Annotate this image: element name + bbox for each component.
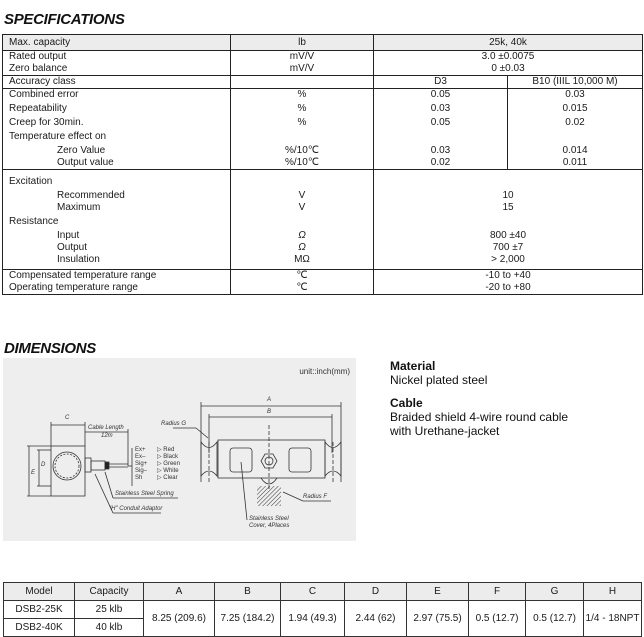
label-e: E [31,470,36,476]
unit [231,76,374,89]
dimensions-header-row [4,583,642,601]
creep-d3: 0.05 [430,117,451,128]
label-cover-line1: Stainless Steel [249,516,289,522]
combined-error-unit: % [297,89,307,100]
combined-error-label: Combined error [9,89,79,100]
repeatability-unit: % [297,103,307,114]
header-b: B [215,583,281,601]
wire-row: Ex– ▷ Black [135,454,178,460]
wire-color: Black [163,454,178,460]
dim-g: 0.5 (12.7) [526,601,584,637]
wire-row: Sig– ▷ White [135,468,179,474]
operating-temp-unit: ℃ [296,282,308,293]
rated-output-unit: mV/V [289,51,315,62]
header-c: C [281,583,345,601]
label: Accuracy class [3,76,231,89]
maximum-label: Maximum [57,202,101,213]
label-b: B [267,409,272,415]
output-label: Output [57,242,88,253]
compensated-temp-unit: ℃ [296,270,308,281]
wire-color: White [163,468,179,474]
header-g: G [526,583,584,601]
wire-color: Green [163,461,180,467]
spec-row-accuracy-class [3,76,643,89]
table-row [4,601,642,619]
cable-text-line2: with Urethane-jacket [390,424,500,438]
label-radius-g: Radius G [161,421,187,427]
zero-value-d3: 0.03 [430,145,451,156]
dim-b: 7.25 (184.2) [215,601,281,637]
recommended-value: 10 [502,190,514,201]
rated-output-label: Rated output [9,51,67,62]
header-h: H [584,583,642,601]
label-cover-line2: Cover, 4Places [249,523,290,529]
zero-value-unit: %/10℃ [284,145,320,156]
wire-legend [135,446,180,481]
label-cable-length: Cable Length [88,425,124,431]
output-unit: Ω [298,242,306,253]
excitation-label: Excitation [9,176,53,187]
recommended-label: Recommended [57,190,125,201]
wire-row: Sh ▷ Clear [135,475,178,481]
label: Max. capacity [3,35,231,51]
repeatability-b10: 0.015 [562,103,588,114]
dim-e: 2.97 (75.5) [407,601,469,637]
spec-row-max-capacity [3,35,643,51]
rated-output-value: 3.0 ±0.0075 [481,51,535,62]
input-unit: Ω [298,230,306,241]
operating-temp-value: -20 to +80 [485,282,531,293]
dim-a: 8.25 (209.6) [144,601,215,637]
specifications-heading: SPECIFICATIONS [4,11,125,28]
label-radius-f: Radius F [303,494,328,500]
specifications-table [2,34,643,295]
insulation-label: Insulation [57,254,100,265]
wire-signal: Ex– [135,454,146,460]
output-value-d3: 0.02 [430,157,451,168]
output-value: 700 ±7 [492,242,524,253]
creep-unit: % [297,117,307,128]
wire-signal: Sig+ [135,461,148,467]
cable-block [390,396,568,438]
spec-row-temperature-ranges [3,270,643,295]
creep-label: Creep for 30min. [9,117,84,128]
input-label: Input [57,230,80,241]
label-d: D [41,462,46,468]
wire-color: Clear [163,475,178,481]
dim-h: 1/4 - 18NPT [584,601,642,637]
recommended-unit: V [298,190,306,201]
spec-row-accuracy-values [3,89,643,170]
dimension-drawing [3,358,356,541]
model: DSB2-25K [4,601,75,619]
compensated-temp-value: -10 to +40 [485,270,531,281]
material-text: Nickel plated steel [390,373,488,387]
output-value-unit: %/10℃ [284,157,320,168]
unit-note: unit::inch(mm) [299,367,350,376]
unit: lb [231,35,374,51]
insulation-value: > 2,000 [491,254,525,265]
header-model: Model [4,583,75,601]
cable-text-line1: Braided shield 4-wire round cable [390,410,569,424]
input-value: 800 ±40 [489,230,527,241]
model: DSB2-40K [4,619,75,637]
wire-signal: Sh [135,475,143,481]
zero-value-label: Zero Value [57,145,106,156]
material-heading: Material [390,359,436,373]
header-e: E [407,583,469,601]
dim-d: 2.44 (62) [345,601,407,637]
maximum-value: 15 [502,202,514,213]
dimensions-table [3,582,642,637]
repeatability-label: Repeatability [9,103,67,114]
operating-temp-label: Operating temperature range [9,282,138,293]
output-value-b10: 0.011 [562,157,588,168]
wire-color: Red [163,447,175,453]
compensated-temp-label: Compensated temperature range [9,270,157,281]
wire-row: Ex+ ▷ Red [135,447,175,453]
label-c: C [65,415,70,421]
material-block [390,359,487,387]
label-conduit: "H" Conduit Adaptor [109,506,163,512]
dim-c: 1.94 (49.3) [281,601,345,637]
repeatability-d3: 0.03 [430,103,451,114]
label-spring: Stainless Steel Spring [115,491,174,497]
temperature-effect-label: Temperature effect on [9,131,107,142]
capacity: 25 klb [75,601,144,619]
combined-error-b10: 0.03 [565,89,585,100]
wire-signal: Ex+ [135,447,146,453]
combined-error-d3: 0.05 [430,89,451,100]
wire-row: Sig+ ▷ Green [135,461,180,467]
resistance-label: Resistance [9,216,59,227]
value: 25k, 40k [374,35,643,51]
zero-balance-value: 0 ±0.03 [491,63,525,74]
zero-balance-unit: mV/V [289,63,315,74]
class-b10: B10 (IIIL 10,000 M) [508,76,643,89]
creep-b10: 0.02 [565,117,585,128]
header-f: F [469,583,526,601]
header-d: D [345,583,407,601]
header-capacity: Capacity [75,583,144,601]
zero-value-b10: 0.014 [562,145,588,156]
maximum-unit: V [298,202,306,213]
label-a: A [267,397,272,403]
spec-row-rated-zero [3,51,643,76]
dim-f: 0.5 (12.7) [469,601,526,637]
class-d3: D3 [374,76,508,89]
header-a: A [144,583,215,601]
spec-row-electrical [3,170,643,270]
insulation-unit: MΩ [294,254,310,265]
output-value-label: Output value [57,157,114,168]
cable-heading: Cable [390,396,423,410]
label-cable-length-value: 12m [101,433,113,439]
wire-signal: Sig– [135,468,148,474]
zero-balance-label: Zero balance [9,63,68,74]
capacity: 40 klb [75,619,144,637]
dimensions-heading: DIMENSIONS [4,340,97,357]
